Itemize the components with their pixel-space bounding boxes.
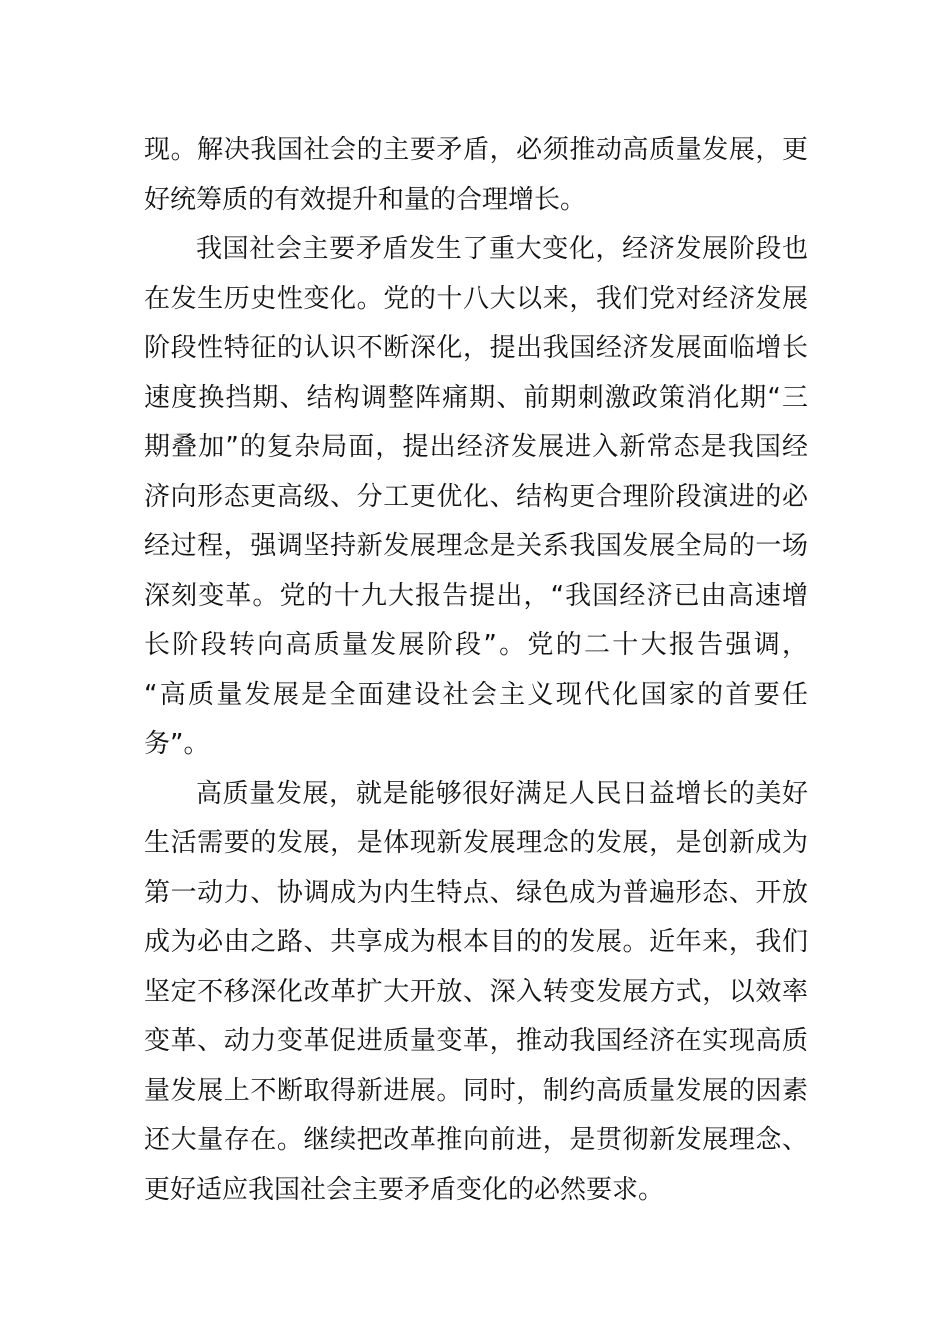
text-line: 深刻变革。党的十九大报告提出，“我国经济已由高速增 (144, 580, 808, 611)
text-line: 阶段性特征的认识不断深化，提出我国经济发展面临增长 (144, 333, 808, 363)
paragraph-3 (144, 770, 808, 1216)
text-line: 我国社会主要矛盾发生了重大变化，经济发展阶段也 (196, 234, 808, 264)
text-line: 坚定不移深化改革扩大开放、深入转变发展方式，以效率 (144, 976, 808, 1007)
text-line: 在发生历史性变化。党的十八大以来，我们党对经济发展 (144, 283, 808, 314)
text-line: 第一动力、协调成为内生特点、绿色成为普遍形态、开放 (144, 877, 808, 908)
paragraph-1 (144, 126, 808, 225)
text-line: 量发展上不断取得新进展。同时，制约高质量发展的因素 (144, 1075, 808, 1106)
text-line: “高质量发展是全面建设社会主义现代化国家的首要任 (144, 679, 808, 710)
document-body (144, 126, 808, 1215)
text-line: 经过程，强调坚持新发展理念是关系我国发展全局的一场 (144, 531, 808, 561)
text-line: 济向形态更高级、分工更优化、结构更合理阶段演进的必 (144, 481, 808, 512)
text-line: 速度换挡期、结构调整阵痛期、前期刺激政策消化期“三 (144, 382, 808, 413)
paragraph-2 (144, 225, 808, 770)
text-line: 高质量发展，就是能够很好满足人民日益增长的美好 (196, 778, 808, 809)
text-line: 还大量存在。继续把改革推向前进，是贯彻新发展理念、 (144, 1125, 808, 1155)
text-line: 现。解决我国社会的主要矛盾，必须推动高质量发展，更 (144, 135, 808, 165)
text-line: 长阶段转向高质量发展阶段”。党的二十大报告强调， (144, 630, 808, 660)
text-line: 务”。 (144, 729, 210, 759)
text-line: 期叠加”的复杂局面，提出经济发展进入新常态是我国经 (144, 432, 808, 462)
text-line: 好统筹质的有效提升和量的合理增长。 (144, 184, 587, 215)
text-line: 变革、动力变革促进质量变革，推动我国经济在实现高质 (144, 1026, 808, 1056)
text-line: 生活需要的发展，是体现新发展理念的发展，是创新成为 (144, 828, 808, 858)
text-line: 更好适应我国社会主要矛盾变化的必然要求。 (144, 1174, 665, 1205)
text-line: 成为必由之路、共享成为根本目的的发展。近年来，我们 (144, 927, 808, 957)
